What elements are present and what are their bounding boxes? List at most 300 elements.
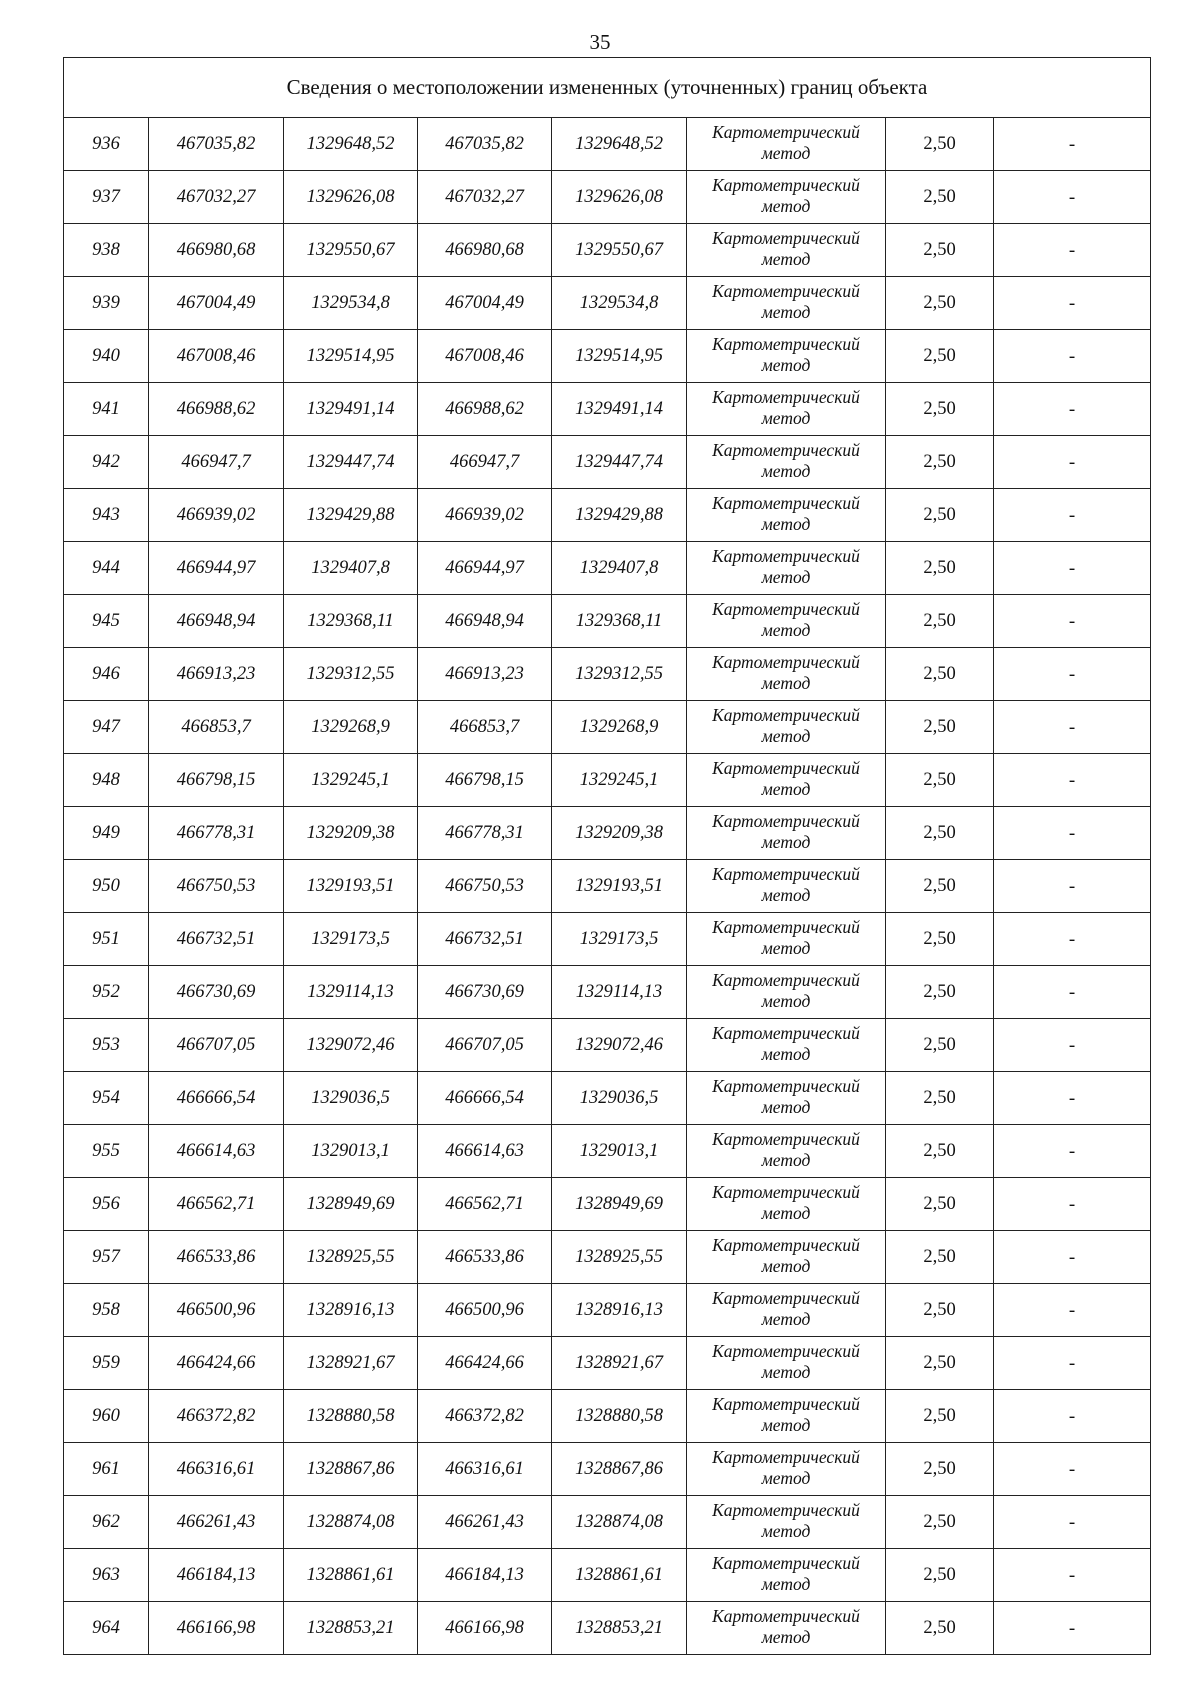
method-line1: Картометрический [712, 599, 860, 619]
new-y-cell: 1328874,08 [552, 1496, 687, 1549]
table-row [64, 436, 1151, 489]
existing-x-cell: 466184,13 [149, 1549, 284, 1602]
table-row [64, 913, 1151, 966]
method-line1: Картометрический [712, 1341, 860, 1361]
existing-x-cell: 466947,7 [149, 436, 284, 489]
existing-x-cell: 467004,49 [149, 277, 284, 330]
new-y-cell: 1329036,5 [552, 1072, 687, 1125]
accuracy-cell: 2,50 [886, 1602, 994, 1655]
method-cell [687, 1496, 886, 1549]
method-cell [687, 595, 886, 648]
table-row [64, 1019, 1151, 1072]
note-cell: - [994, 860, 1151, 913]
accuracy-cell: 2,50 [886, 1284, 994, 1337]
new-y-cell: 1329245,1 [552, 754, 687, 807]
accuracy-cell: 2,50 [886, 1549, 994, 1602]
table-row [64, 224, 1151, 277]
method-cell [687, 1019, 886, 1072]
table-title: Сведения о местоположении измененных (уточненных) границ объекта [64, 58, 1151, 118]
method-cell [687, 1125, 886, 1178]
accuracy-cell: 2,50 [886, 224, 994, 277]
point-number-cell: 963 [64, 1549, 149, 1602]
existing-x-cell: 466666,54 [149, 1072, 284, 1125]
accuracy-cell: 2,50 [886, 1178, 994, 1231]
table-row [64, 383, 1151, 436]
method-line1: Картометрический [712, 1606, 860, 1626]
existing-x-cell: 466732,51 [149, 913, 284, 966]
method-line2: метод [761, 1574, 811, 1594]
existing-x-cell: 466730,69 [149, 966, 284, 1019]
table-row [64, 860, 1151, 913]
existing-x-cell: 466939,02 [149, 489, 284, 542]
existing-y-cell: 1329407,8 [284, 542, 418, 595]
new-y-cell: 1328921,67 [552, 1337, 687, 1390]
existing-x-cell: 466988,62 [149, 383, 284, 436]
point-number-cell: 958 [64, 1284, 149, 1337]
method-cell [687, 754, 886, 807]
method-line1: Картометрический [712, 1182, 860, 1202]
method-cell [687, 1178, 886, 1231]
new-x-cell: 466730,69 [418, 966, 552, 1019]
method-cell [687, 1602, 886, 1655]
existing-x-cell: 466798,15 [149, 754, 284, 807]
table-row [64, 171, 1151, 224]
accuracy-cell: 2,50 [886, 1443, 994, 1496]
method-cell [687, 648, 886, 701]
new-y-cell: 1329550,67 [552, 224, 687, 277]
point-number-cell: 959 [64, 1337, 149, 1390]
table-row [64, 648, 1151, 701]
table-title-row [64, 58, 1151, 118]
point-number-cell: 942 [64, 436, 149, 489]
existing-x-cell: 466533,86 [149, 1231, 284, 1284]
accuracy-cell: 2,50 [886, 913, 994, 966]
method-line2: метод [761, 1362, 811, 1382]
method-line1: Картометрический [712, 440, 860, 460]
point-number-cell: 956 [64, 1178, 149, 1231]
existing-y-cell: 1329173,5 [284, 913, 418, 966]
page-number: 35 [589, 30, 611, 54]
new-x-cell: 466750,53 [418, 860, 552, 913]
table-row [64, 489, 1151, 542]
point-number-cell: 952 [64, 966, 149, 1019]
existing-x-cell: 466424,66 [149, 1337, 284, 1390]
method-line2: метод [761, 673, 811, 693]
note-cell: - [994, 330, 1151, 383]
existing-y-cell: 1329368,11 [284, 595, 418, 648]
new-y-cell: 1328916,13 [552, 1284, 687, 1337]
point-number-cell: 953 [64, 1019, 149, 1072]
new-y-cell: 1329173,5 [552, 913, 687, 966]
existing-y-cell: 1328921,67 [284, 1337, 418, 1390]
accuracy-cell: 2,50 [886, 171, 994, 224]
method-line1: Картометрический [712, 864, 860, 884]
method-line1: Картометрический [712, 1076, 860, 1096]
existing-y-cell: 1329429,88 [284, 489, 418, 542]
point-number-cell: 948 [64, 754, 149, 807]
method-line2: метод [761, 1203, 811, 1223]
new-x-cell: 466424,66 [418, 1337, 552, 1390]
method-line1: Картометрический [712, 1447, 860, 1467]
method-cell [687, 913, 886, 966]
method-cell [687, 383, 886, 436]
accuracy-cell: 2,50 [886, 383, 994, 436]
method-line2: метод [761, 1521, 811, 1541]
existing-y-cell: 1329036,5 [284, 1072, 418, 1125]
existing-y-cell: 1329268,9 [284, 701, 418, 754]
method-line1: Картометрический [712, 1235, 860, 1255]
existing-x-cell: 466853,7 [149, 701, 284, 754]
method-cell [687, 171, 886, 224]
note-cell: - [994, 1019, 1151, 1072]
accuracy-cell: 2,50 [886, 966, 994, 1019]
point-number-cell: 955 [64, 1125, 149, 1178]
accuracy-cell: 2,50 [886, 860, 994, 913]
existing-x-cell: 466913,23 [149, 648, 284, 701]
note-cell: - [994, 966, 1151, 1019]
new-x-cell: 467008,46 [418, 330, 552, 383]
existing-x-cell: 466750,53 [149, 860, 284, 913]
new-y-cell: 1329368,11 [552, 595, 687, 648]
point-number-cell: 943 [64, 489, 149, 542]
table-row [64, 1072, 1151, 1125]
note-cell: - [994, 1602, 1151, 1655]
method-line2: метод [761, 938, 811, 958]
point-number-cell: 954 [64, 1072, 149, 1125]
new-y-cell: 1329429,88 [552, 489, 687, 542]
method-line1: Картометрический [712, 705, 860, 725]
note-cell: - [994, 1549, 1151, 1602]
existing-x-cell: 467008,46 [149, 330, 284, 383]
point-number-cell: 945 [64, 595, 149, 648]
accuracy-cell: 2,50 [886, 1496, 994, 1549]
method-line2: метод [761, 461, 811, 481]
new-x-cell: 466947,7 [418, 436, 552, 489]
accuracy-cell: 2,50 [886, 330, 994, 383]
table-row [64, 1125, 1151, 1178]
note-cell: - [994, 1178, 1151, 1231]
accuracy-cell: 2,50 [886, 1072, 994, 1125]
method-line2: метод [761, 620, 811, 640]
method-line2: метод [761, 196, 811, 216]
point-number-cell: 960 [64, 1390, 149, 1443]
point-number-cell: 951 [64, 913, 149, 966]
point-number-cell: 950 [64, 860, 149, 913]
existing-y-cell: 1329534,8 [284, 277, 418, 330]
accuracy-cell: 2,50 [886, 648, 994, 701]
method-cell [687, 277, 886, 330]
note-cell: - [994, 1496, 1151, 1549]
existing-x-cell: 466261,43 [149, 1496, 284, 1549]
note-cell: - [994, 754, 1151, 807]
note-cell: - [994, 1284, 1151, 1337]
existing-x-cell: 466372,82 [149, 1390, 284, 1443]
note-cell: - [994, 807, 1151, 860]
method-line2: метод [761, 1309, 811, 1329]
table-row [64, 1549, 1151, 1602]
method-cell [687, 1072, 886, 1125]
table-row [64, 1178, 1151, 1231]
method-line1: Картометрический [712, 334, 860, 354]
new-x-cell: 466562,71 [418, 1178, 552, 1231]
accuracy-cell: 2,50 [886, 1231, 994, 1284]
method-cell [687, 1390, 886, 1443]
method-line2: метод [761, 1468, 811, 1488]
new-x-cell: 466533,86 [418, 1231, 552, 1284]
method-line2: метод [761, 302, 811, 322]
method-line1: Картометрический [712, 1394, 860, 1414]
point-number-cell: 949 [64, 807, 149, 860]
method-line2: метод [761, 1415, 811, 1435]
existing-y-cell: 1329013,1 [284, 1125, 418, 1178]
method-line2: метод [761, 1256, 811, 1276]
method-line1: Картометрический [712, 281, 860, 301]
table-row [64, 1602, 1151, 1655]
method-line1: Картометрический [712, 652, 860, 672]
new-x-cell: 466184,13 [418, 1549, 552, 1602]
note-cell: - [994, 1337, 1151, 1390]
method-line1: Картометрический [712, 917, 860, 937]
table-row [64, 595, 1151, 648]
point-number-cell: 946 [64, 648, 149, 701]
note-cell: - [994, 648, 1151, 701]
method-line1: Картометрический [712, 758, 860, 778]
method-line1: Картометрический [712, 228, 860, 248]
new-y-cell: 1329626,08 [552, 171, 687, 224]
existing-y-cell: 1329072,46 [284, 1019, 418, 1072]
point-number-cell: 937 [64, 171, 149, 224]
method-line1: Картометрический [712, 1288, 860, 1308]
point-number-cell: 941 [64, 383, 149, 436]
existing-y-cell: 1328916,13 [284, 1284, 418, 1337]
method-line1: Картометрический [712, 387, 860, 407]
note-cell: - [994, 277, 1151, 330]
method-cell [687, 118, 886, 171]
note-cell: - [994, 1231, 1151, 1284]
method-line2: метод [761, 779, 811, 799]
new-y-cell: 1329407,8 [552, 542, 687, 595]
point-number-cell: 944 [64, 542, 149, 595]
method-line2: метод [761, 514, 811, 534]
new-y-cell: 1329193,51 [552, 860, 687, 913]
existing-y-cell: 1329193,51 [284, 860, 418, 913]
new-y-cell: 1329514,95 [552, 330, 687, 383]
accuracy-cell: 2,50 [886, 1019, 994, 1072]
method-line1: Картометрический [712, 970, 860, 990]
existing-x-cell: 466778,31 [149, 807, 284, 860]
method-line2: метод [761, 885, 811, 905]
note-cell: - [994, 436, 1151, 489]
point-number-cell: 940 [64, 330, 149, 383]
existing-y-cell: 1329491,14 [284, 383, 418, 436]
table-row [64, 807, 1151, 860]
new-y-cell: 1329534,8 [552, 277, 687, 330]
new-y-cell: 1329268,9 [552, 701, 687, 754]
method-cell [687, 1443, 886, 1496]
table-row [64, 1443, 1151, 1496]
existing-x-cell: 466944,97 [149, 542, 284, 595]
new-y-cell: 1329209,38 [552, 807, 687, 860]
new-x-cell: 466913,23 [418, 648, 552, 701]
method-line2: метод [761, 355, 811, 375]
accuracy-cell: 2,50 [886, 277, 994, 330]
method-cell [687, 330, 886, 383]
new-x-cell: 466614,63 [418, 1125, 552, 1178]
method-line2: метод [761, 991, 811, 1011]
new-x-cell: 466732,51 [418, 913, 552, 966]
existing-y-cell: 1328949,69 [284, 1178, 418, 1231]
existing-y-cell: 1329209,38 [284, 807, 418, 860]
method-line2: метод [761, 832, 811, 852]
method-cell [687, 1337, 886, 1390]
method-line1: Картометрический [712, 493, 860, 513]
existing-x-cell: 466316,61 [149, 1443, 284, 1496]
point-number-cell: 936 [64, 118, 149, 171]
method-cell [687, 807, 886, 860]
new-y-cell: 1329114,13 [552, 966, 687, 1019]
existing-x-cell: 466562,71 [149, 1178, 284, 1231]
accuracy-cell: 2,50 [886, 542, 994, 595]
new-y-cell: 1328867,86 [552, 1443, 687, 1496]
new-y-cell: 1329013,1 [552, 1125, 687, 1178]
new-x-cell: 467004,49 [418, 277, 552, 330]
accuracy-cell: 2,50 [886, 595, 994, 648]
table-row [64, 966, 1151, 1019]
accuracy-cell: 2,50 [886, 1390, 994, 1443]
method-line1: Картометрический [712, 1023, 860, 1043]
table-row [64, 330, 1151, 383]
point-number-cell: 947 [64, 701, 149, 754]
table-row [64, 1284, 1151, 1337]
new-x-cell: 466261,43 [418, 1496, 552, 1549]
note-cell: - [994, 383, 1151, 436]
accuracy-cell: 2,50 [886, 1125, 994, 1178]
method-line1: Картометрический [712, 122, 860, 142]
existing-x-cell: 466166,98 [149, 1602, 284, 1655]
existing-x-cell: 466948,94 [149, 595, 284, 648]
accuracy-cell: 2,50 [886, 489, 994, 542]
note-cell: - [994, 224, 1151, 277]
note-cell: - [994, 1125, 1151, 1178]
accuracy-cell: 2,50 [886, 807, 994, 860]
point-number-cell: 962 [64, 1496, 149, 1549]
existing-x-cell: 466707,05 [149, 1019, 284, 1072]
method-line2: метод [761, 1150, 811, 1170]
note-cell: - [994, 595, 1151, 648]
existing-x-cell: 466980,68 [149, 224, 284, 277]
table-row [64, 1496, 1151, 1549]
existing-y-cell: 1329114,13 [284, 966, 418, 1019]
method-cell [687, 489, 886, 542]
note-cell: - [994, 1390, 1151, 1443]
note-cell: - [994, 542, 1151, 595]
note-cell: - [994, 118, 1151, 171]
new-x-cell: 466939,02 [418, 489, 552, 542]
existing-y-cell: 1329312,55 [284, 648, 418, 701]
method-line2: метод [761, 1044, 811, 1064]
method-cell [687, 860, 886, 913]
table-row [64, 1337, 1151, 1390]
method-cell [687, 1549, 886, 1602]
accuracy-cell: 2,50 [886, 436, 994, 489]
table-row [64, 542, 1151, 595]
new-y-cell: 1329648,52 [552, 118, 687, 171]
method-line2: метод [761, 567, 811, 587]
point-number-cell: 957 [64, 1231, 149, 1284]
new-y-cell: 1328949,69 [552, 1178, 687, 1231]
method-line1: Картометрический [712, 175, 860, 195]
note-cell: - [994, 1443, 1151, 1496]
new-x-cell: 466988,62 [418, 383, 552, 436]
new-y-cell: 1328925,55 [552, 1231, 687, 1284]
method-line1: Картометрический [712, 1500, 860, 1520]
new-x-cell: 466666,54 [418, 1072, 552, 1125]
new-y-cell: 1329491,14 [552, 383, 687, 436]
new-x-cell: 466853,7 [418, 701, 552, 754]
accuracy-cell: 2,50 [886, 754, 994, 807]
new-x-cell: 466316,61 [418, 1443, 552, 1496]
new-x-cell: 466166,98 [418, 1602, 552, 1655]
new-y-cell: 1329312,55 [552, 648, 687, 701]
new-x-cell: 466980,68 [418, 224, 552, 277]
table-row [64, 754, 1151, 807]
method-line1: Картометрический [712, 811, 860, 831]
existing-x-cell: 466500,96 [149, 1284, 284, 1337]
accuracy-cell: 2,50 [886, 118, 994, 171]
existing-y-cell: 1329550,67 [284, 224, 418, 277]
note-cell: - [994, 1072, 1151, 1125]
existing-y-cell: 1328867,86 [284, 1443, 418, 1496]
new-x-cell: 466778,31 [418, 807, 552, 860]
table-row [64, 701, 1151, 754]
existing-y-cell: 1329245,1 [284, 754, 418, 807]
new-y-cell: 1329447,74 [552, 436, 687, 489]
existing-y-cell: 1329514,95 [284, 330, 418, 383]
existing-y-cell: 1328880,58 [284, 1390, 418, 1443]
new-x-cell: 467035,82 [418, 118, 552, 171]
new-y-cell: 1328853,21 [552, 1602, 687, 1655]
new-y-cell: 1328861,61 [552, 1549, 687, 1602]
method-cell [687, 1231, 886, 1284]
table-row [64, 1390, 1151, 1443]
new-x-cell: 466707,05 [418, 1019, 552, 1072]
method-cell [687, 701, 886, 754]
method-cell [687, 436, 886, 489]
method-line2: метод [761, 726, 811, 746]
existing-x-cell: 467032,27 [149, 171, 284, 224]
new-x-cell: 466372,82 [418, 1390, 552, 1443]
existing-x-cell: 466614,63 [149, 1125, 284, 1178]
point-number-cell: 964 [64, 1602, 149, 1655]
existing-y-cell: 1328874,08 [284, 1496, 418, 1549]
existing-y-cell: 1328861,61 [284, 1549, 418, 1602]
existing-x-cell: 467035,82 [149, 118, 284, 171]
existing-y-cell: 1329626,08 [284, 171, 418, 224]
existing-y-cell: 1329648,52 [284, 118, 418, 171]
point-number-cell: 938 [64, 224, 149, 277]
new-y-cell: 1328880,58 [552, 1390, 687, 1443]
method-cell [687, 542, 886, 595]
accuracy-cell: 2,50 [886, 1337, 994, 1390]
method-line2: метод [761, 1097, 811, 1117]
note-cell: - [994, 701, 1151, 754]
table-row [64, 118, 1151, 171]
method-line2: метод [761, 143, 811, 163]
new-x-cell: 466798,15 [418, 754, 552, 807]
method-line2: метод [761, 408, 811, 428]
table-row [64, 277, 1151, 330]
method-cell [687, 966, 886, 1019]
